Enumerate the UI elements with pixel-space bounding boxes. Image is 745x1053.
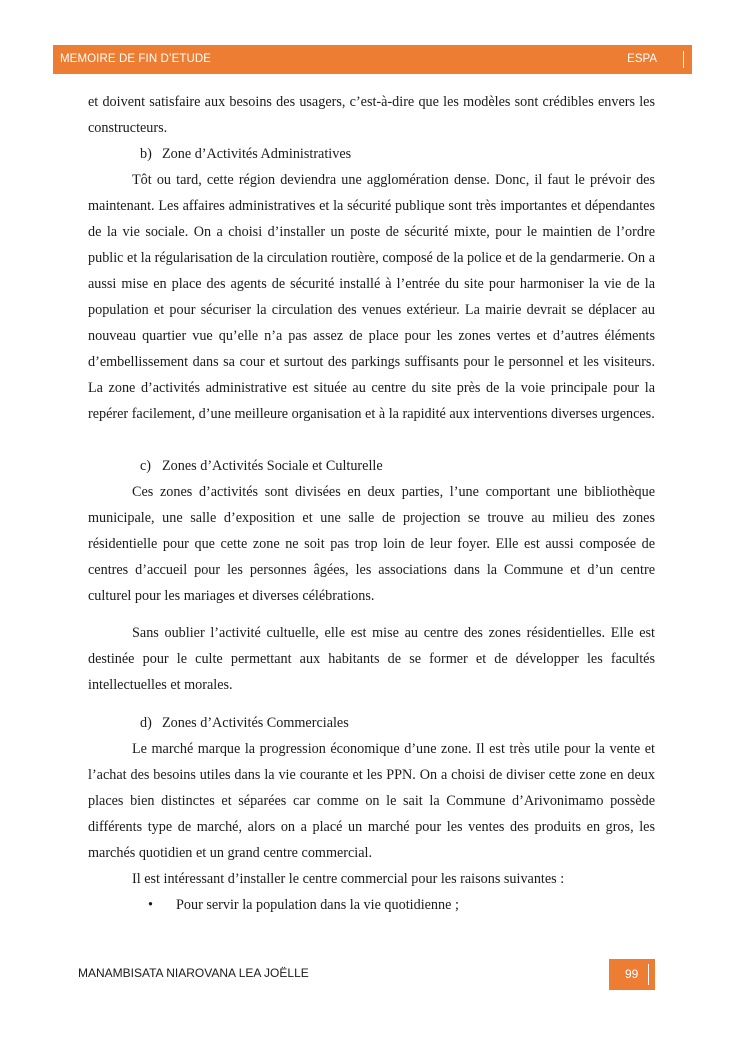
intro-paragraph: et doivent satisfaire aux besoins des usagers, c’est-à-dire que les modèles sont crédibles envers les constructeurs. bbox=[88, 94, 655, 136]
section-c-paragraph-1: Ces zones d’activités sont divisées en deux parties, l’une comportant une bibliothèque municipale, une salle d’exposition et une salle de projection se trouve au milieu des zones résidentielle pour que cette zone ne soit pas trop loin de leur foyer. Elle est aussi composée de centres d’accueil pour les personnes âgées, les associations dans la Commune et d’un centre culturel pour les mariages et diverses célébrations. bbox=[88, 484, 655, 604]
header-divider bbox=[683, 51, 684, 68]
list-item bbox=[88, 892, 655, 918]
section-b-number: b) bbox=[140, 146, 152, 162]
section-d-number: d) bbox=[140, 715, 152, 731]
footer-author: MANAMBISATA NIAROVANA LEA JOËLLE bbox=[78, 966, 309, 980]
header-title: MEMOIRE DE FIN D’ETUDE bbox=[60, 53, 212, 65]
section-c-number: c) bbox=[140, 458, 152, 474]
page-number-box bbox=[609, 959, 655, 990]
section-c-title: Zones d’Activités Sociale et Culturelle bbox=[162, 458, 383, 474]
section-d-paragraph-1: Le marché marque la progression économique d’une zone. Il est très utile pour la vente et l’achat des besoins utiles dans la vie courante et les PPN. On a choisi de diviser cette zone en deux places bien distinctes et séparées car comme on le sait la Commune d’Arivonimamo possède différents type de marché, alors on a placé un marché pour les ventes des produits en gros, les marchés quotidien et un grand centre commercial. bbox=[88, 741, 655, 861]
page-number-divider bbox=[648, 964, 649, 985]
section-c-paragraph-2: Sans oublier l’activité cultuelle, elle est mise au centre des zones résidentielles. Elle est destinée pour le culte permettant aux habitants de se former et de développer les facultés intellectuelles et morales. bbox=[88, 625, 655, 693]
section-d-title: Zones d’Activités Commerciales bbox=[162, 715, 349, 731]
section-d-heading bbox=[88, 710, 655, 736]
section-b-title: Zone d’Activités Administratives bbox=[162, 146, 352, 162]
header-school: ESPA bbox=[627, 53, 657, 65]
section-d-paragraph-2: Il est intéressant d’installer le centre commercial pour les raisons suivantes : bbox=[132, 871, 565, 887]
section-b-paragraph: Tôt ou tard, cette région deviendra une agglomération dense. Donc, il faut le prévoir des maintenant. Les affaires administratives et la sécurité publique sont très importantes et dépendantes de la vie sociale. On a choisi d’installer un poste de sécurité mixte, pour le maintien de l’ordre public et la régularisation de la circulation routière, composé de la police et de la gendarmerie. On a aussi mise en place des agents de sécurité installé à l’entrée du site pour harmoniser la vie de la population et pour sécuriser la circulation des venues extérieur. La mairie devrait se déplacer au nouveau quartier vue qu’elle n’a pas assez de place pour les zones vertes et d’autres éléments d’embellissement dans sa cour et surtout des parkings suffisants pour le personnel et les visiteurs. La zone d’activités administrative est située au centre du site près de la voie principale pour la repérer facilement, d’une meilleure organisation et à la rapidité aux interventions diverses urgences. bbox=[88, 172, 655, 422]
section-c-heading bbox=[88, 453, 655, 479]
bullet-icon: • bbox=[148, 897, 153, 913]
list-item-text: Pour servir la population dans la vie quotidienne ; bbox=[176, 897, 459, 913]
page-number: 99 bbox=[625, 967, 639, 981]
document-body bbox=[88, 89, 655, 918]
section-b-heading bbox=[88, 141, 655, 167]
page-header bbox=[53, 45, 692, 74]
